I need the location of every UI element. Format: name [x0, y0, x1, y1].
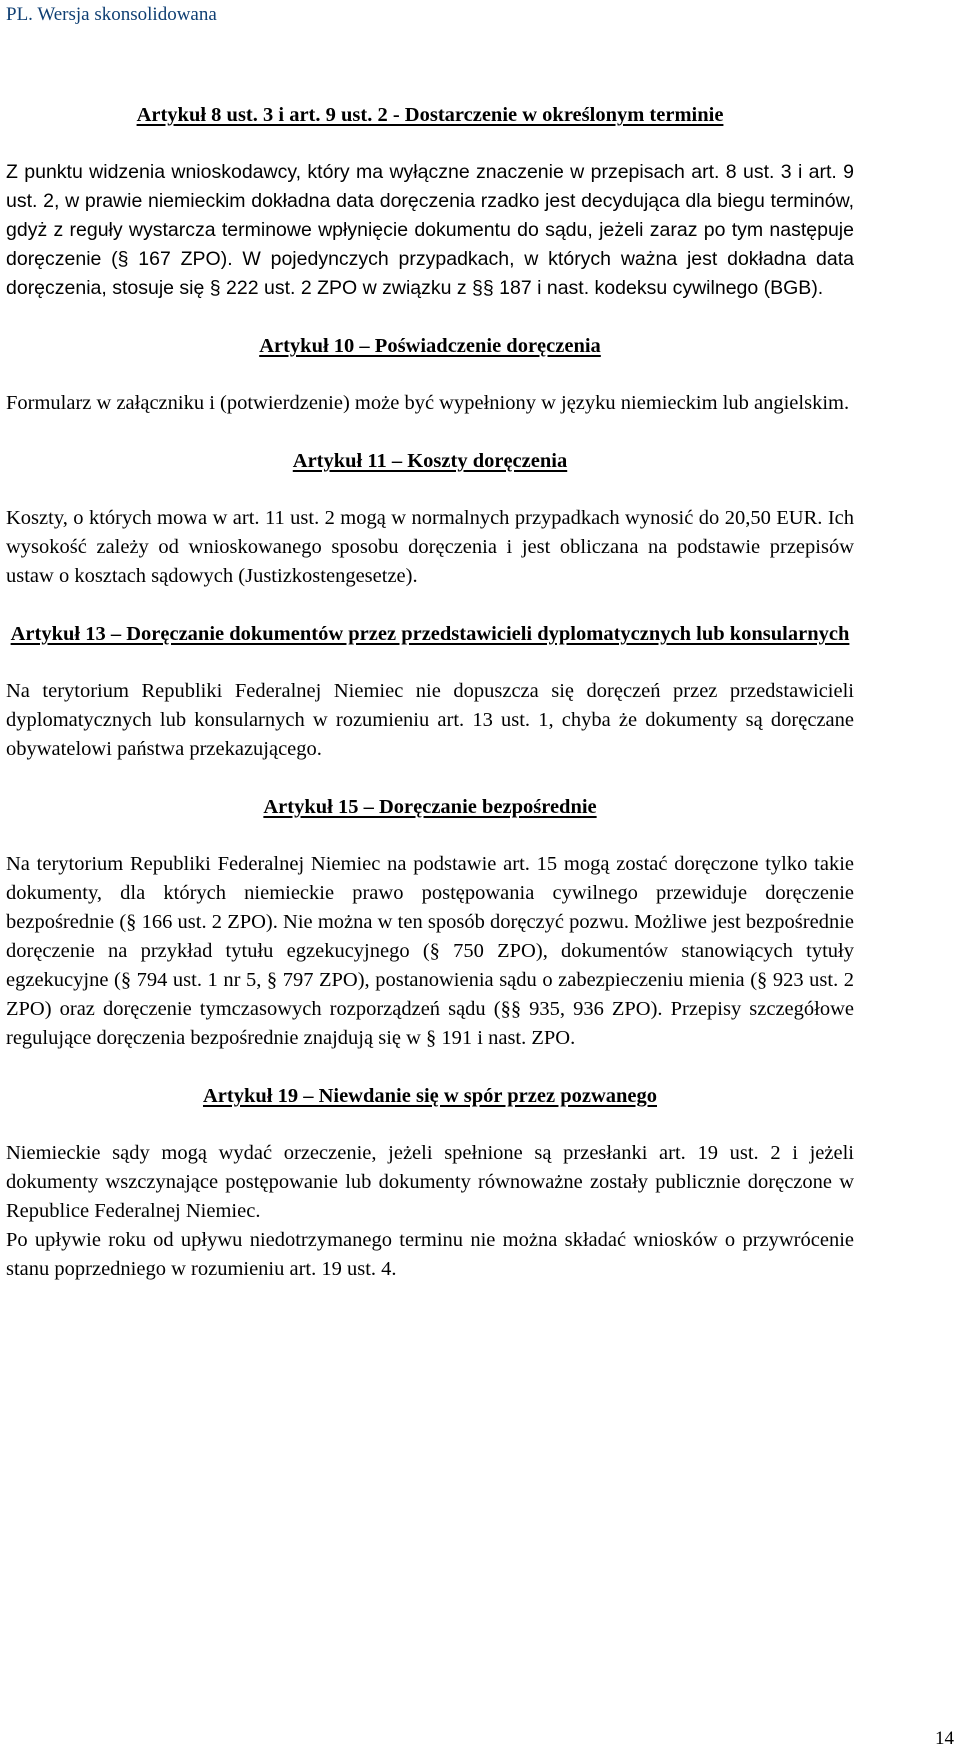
section-paragraph-art19-2: Po upływie roku od upływu niedotrzymanego terminu nie można składać wniosków o przywrócenie stanu poprzedniego w rozumieniu art. 19 ust. 4. — [6, 1229, 854, 1280]
section-paragraph-art11: Koszty, o których mowa w art. 11 ust. 2 mogą w normalnych przypadkach wynosić do 20,50 EUR. Ich wysokość zależy od wnioskowanego sposobu doręczenia i jest obliczana na podstawie przepisów ustaw o kosztach sądowych (Justizkostengesetze). — [6, 507, 854, 587]
section-paragraph-art8: Z punktu widzenia wnioskodawcy, który ma wyłączne znaczenie w przepisach art. 8 ust. 3 i art. 9 ust. 2, w prawie niemieckim dokładna data doręczenia rzadko jest decydująca dla biegu terminów, gdyż z reguły wystarcza terminowe wpłynięcie dokumentu do sądu, jeżeli zaraz po tym następuje doręczenie (§ 167 ZPO). W pojedynczych przypadkach, w których ważna jest dokładna data doręczenia, stosuje się § 222 ust. 2 ZPO w związku z §§ 187 i nast. kodeksu cywilnego (BGB). — [6, 161, 854, 299]
section-paragraph-art15: Na terytorium Republiki Federalnej Niemiec na podstawie art. 15 mogą zostać doręczone tylko takie dokumenty, dla których niemieckie prawo postępowania cywilnego przewiduje doręczenie bezpośrednie (§ 166 ust. 2 ZPO). Nie można w ten sposób doręczyć pozwu. Możliwe jest bezpośrednie doręczenie na przykład tytułu egzekucyjnego (§ 750 ZPO), dokumentów stanowiących tytuły egzekucyjne (§ 794 ust. 1 nr 5, § 797 ZPO), postanowienia sądu o zabezpieczeniu mienia (§ 923 ust. 2 ZPO) oraz doręczenie tymczasowych rozporządzeń sądu (§§ 935, 936 ZPO). Przepisy szczegółowe regulujące doręczenia bezpośrednie znajdują się w § 191 i nast. ZPO. — [6, 853, 854, 1049]
section-heading-art11: Artykuł 11 – Koszty doręczenia — [292, 450, 568, 472]
section-heading-art8: Artykuł 8 ust. 3 i art. 9 ust. 2 - Dostarczenie w określonym terminie — [136, 104, 724, 126]
section-heading-art10: Artykuł 10 – Poświadczenie doręczenia — [259, 335, 601, 357]
section-heading-art15: Artykuł 15 – Doręczanie bezpośrednie — [263, 796, 597, 818]
document-body — [6, 102, 854, 1314]
section-heading-art13: Artykuł 13 – Doręczanie dokumentów przez przedstawicieli dyplomatycznych lub konsularnych — [10, 623, 850, 645]
section-paragraph-art10: Formularz w załączniku i (potwierdzenie) może być wypełniony w języku niemieckim lub angielskim. — [6, 392, 850, 414]
section-paragraph-art19-1: Niemieckie sądy mogą wydać orzeczenie, jeżeli spełnione są przesłanki art. 19 ust. 2 i jeżeli dokumenty wszczynające postępowanie lub dokumenty równoważne zostały publicznie doręczone w Republice Federalnej Niemiec. — [6, 1142, 854, 1222]
page-number: 14 — [935, 1728, 954, 1749]
document-header: PL. Wersja skonsolidowana — [6, 4, 217, 25]
section-heading-art19: Artykuł 19 – Niewdanie się w spór przez pozwanego — [202, 1085, 657, 1107]
section-paragraph-art13: Na terytorium Republiki Federalnej Niemiec nie dopuszcza się doręczeń przez przedstawicieli dyplomatycznych lub konsularnych w rozumieniu art. 13 ust. 1, chyba że dokumenty są doręczane obywatelowi państwa przekazującego. — [6, 680, 854, 760]
